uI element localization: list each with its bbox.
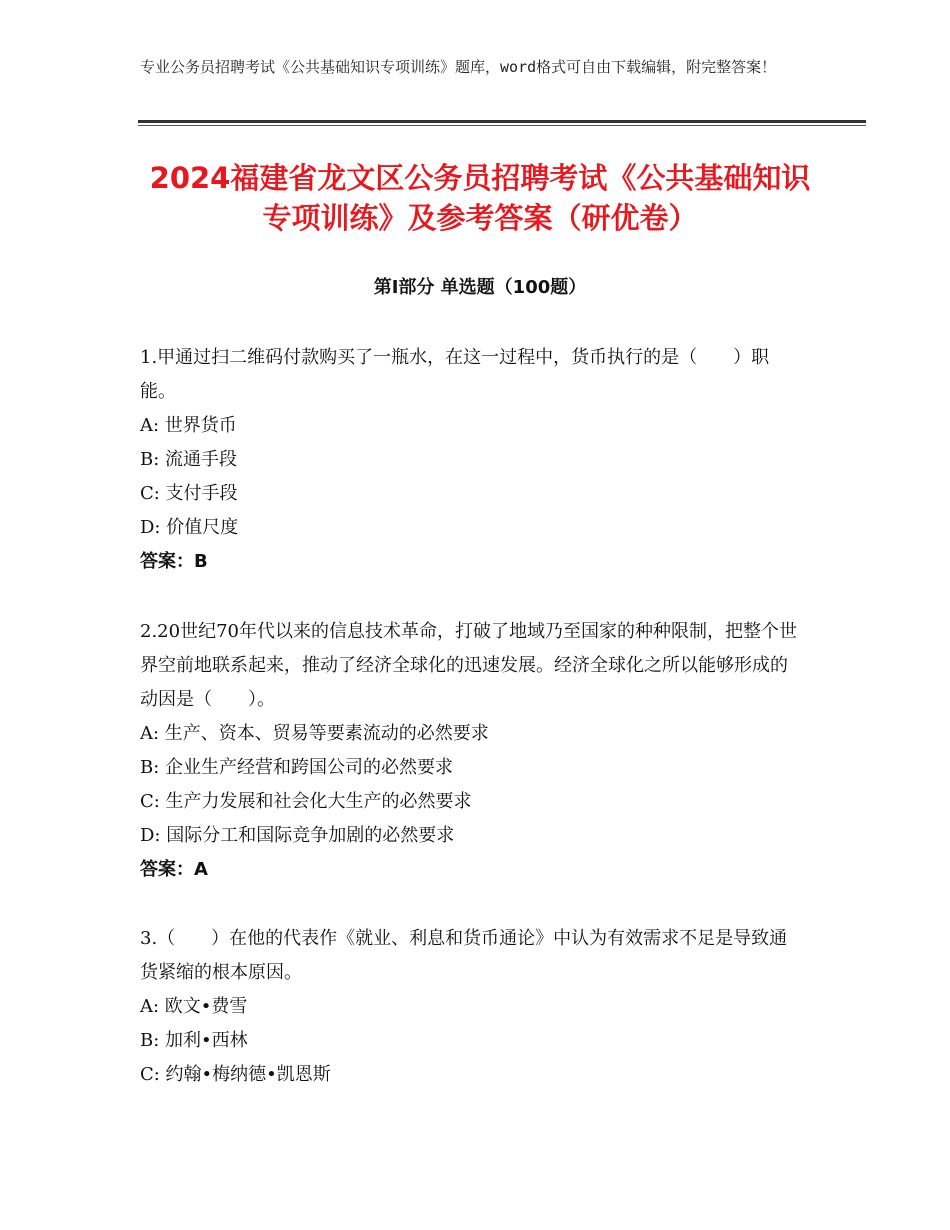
option-c: C: 支付手段	[140, 483, 238, 504]
question-2	[140, 615, 800, 887]
header-note: 专业公务员招聘考试《公共基础知识专项训练》题库，word格式可自由下载编辑，附完整答案！	[140, 58, 777, 76]
question-stem: 1.甲通过扫二维码付款购买了一瓶水，在这一过程中，货币执行的是（ ）职能。	[140, 347, 770, 402]
option-d: D: 国际分工和国际竞争加剧的必然要求	[140, 825, 455, 846]
option-c: C: 生产力发展和社会化大生产的必然要求	[140, 791, 472, 812]
document-title: 2024福建省龙文区公务员招聘考试《公共基础知识专项训练》及参考答案（研优卷）	[149, 161, 811, 235]
option-a: A: 生产、资本、贸易等要素流动的必然要求	[140, 723, 489, 744]
header-rule-thick	[138, 120, 866, 123]
question-3	[140, 922, 800, 1092]
section-heading: 第Ⅰ部分 单选题（100题）	[373, 277, 587, 298]
option-b: B: 加利•西林	[140, 1030, 248, 1051]
question-stem: 3.（ ）在他的代表作《就业、利息和货币通论》中认为有效需求不足是导致通货紧缩的根本原因。	[140, 928, 788, 983]
header-rule-thin	[138, 125, 866, 126]
answer-line: 答案：A	[140, 859, 208, 880]
question-1	[140, 341, 800, 579]
option-c: C: 约翰•梅纳德•凯恩斯	[140, 1064, 331, 1085]
option-a: A: 世界货币	[140, 415, 237, 436]
option-b: B: 企业生产经营和跨国公司的必然要求	[140, 757, 454, 778]
question-stem: 2.20世纪70年代以来的信息技术革命，打破了地域乃至国家的种种限制，把整个世界空前地联系起来，推动了经济全球化的迅速发展。经济全球化之所以能够形成的动因是（ ）。	[140, 621, 797, 710]
answer-line: 答案：B	[140, 551, 208, 572]
option-d: D: 价值尺度	[140, 517, 239, 538]
option-a: A: 欧文•费雪	[140, 996, 248, 1017]
option-b: B: 流通手段	[140, 449, 238, 470]
